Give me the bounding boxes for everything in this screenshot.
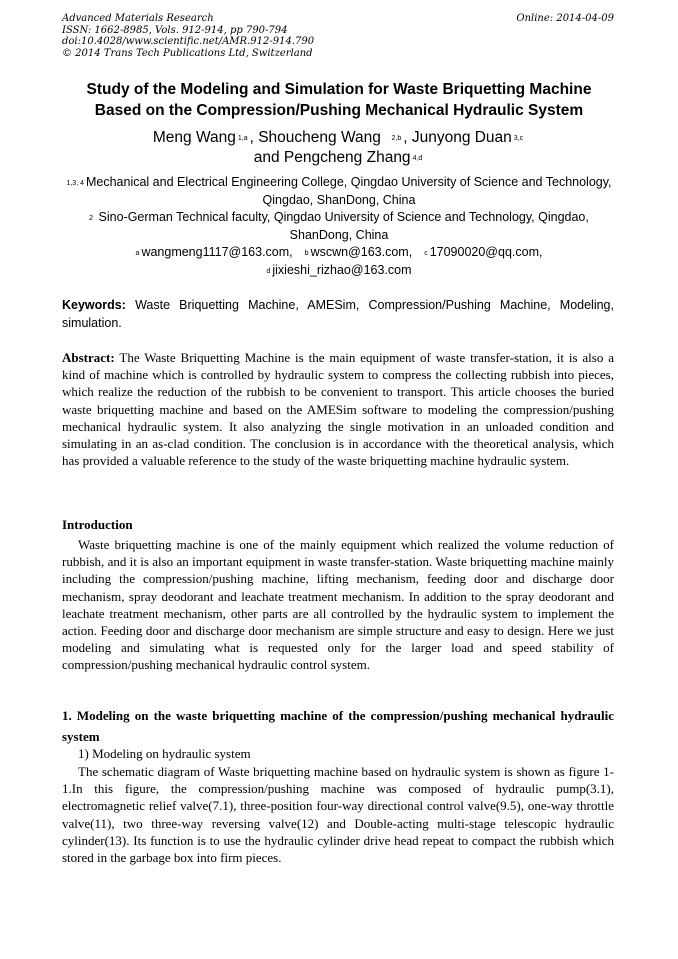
author-3: , Junyong Duan [403,129,512,146]
abstract-text: The Waste Briquetting Machine is the main equipment of waste transfer-station, it is also a kind of machine which is controlled by hydraulic system to compress the collecting rubbish into pieces, which realize the reduction of the rubbish to be convenient to transport. This article chooses the buried waste briquetting machine and based on the AMESim software to modeling the compression/pushing mechanical hydraulic system. It also analyzing the single motivation in an unloaded condition and simulating in an as-clad condition. The conclusion is in accordance with the theoretical analysis, which has provided a valuable reference to the study of the waste briquetting machine hydraulic system. [62,350,614,469]
email-a[interactable]: wangmeng1117@163.com, [141,245,293,259]
title-line-1: Study of the Modeling and Simulation for Waste Briquetting Machine [86,81,592,98]
abstract-label: Abstract: [62,350,115,365]
author-1-sup: 1,a [237,135,248,142]
affiliation-1-line-1: Mechanical and Electrical Engineering College, Qingdao University of Science and Technology, [85,175,612,189]
email-list [62,244,616,279]
email-c[interactable]: 17090020@qq.com, [429,245,543,259]
affiliation-1-line-2: Qingdao, ShanDong, China [262,192,416,207]
abstract-paragraph [62,349,614,469]
affiliation-1 [62,174,616,209]
section-1-heading: 1. Modeling on the waste briquetting machine of the compression/pushing mechanical hydraulic system [62,708,614,744]
online-date: Online: 2014-04-09 [516,13,614,24]
introduction-heading: Introduction [62,517,133,532]
keywords-label: Keywords: [62,298,126,312]
introduction-paragraph: Waste briquetting machine is one of the mainly equipment which realized the volume reduction of rubbish, and it is also an important equipment in waste transfer-station. Waste briquetting machine mainly including the compression/pushing machine, lifting mechanism, feeding door and discharge door mechanism, spray deodorant and leachate treatment mechanism. In addition to the spray deodorant and leachate treatment mechanism, other parts are all controlled by the hydraulic system to implement the action. Feeding door and discharge door mechanism are simple structure and easy to design. Here we just modeling and simulating what is requested only for the larger load and speed stability of compression/pushing mechanical hydraulic control system. [62,537,614,673]
keywords-paragraph [62,297,614,332]
author-2-sup: 2,b [391,135,402,142]
author-4: and Pengcheng Zhang [253,149,411,166]
email-d[interactable]: jixieshi_rizhao@163.com [272,262,412,277]
issn-line: ISSN: 1662-8985, Vols. 912-914, pp 790-794 [62,24,288,36]
affiliation-2-sup: 2 [89,215,94,222]
author-2: , Shoucheng Wang [249,129,381,146]
email-a-sup: a [135,250,140,257]
author-1: Meng Wang [152,129,236,146]
journal-name: Advanced Materials Research [62,13,214,24]
email-b-sup: b [304,250,309,257]
affiliation-2 [62,209,616,244]
author-4-sup: 4,d [412,155,423,162]
paper-title [62,80,616,121]
section-1-subheading: 1) Modeling on hydraulic system [78,746,251,761]
author-list [62,128,616,168]
doi-line: doi:10.4028/www.scientific.net/AMR.912-914.790 [62,36,315,47]
email-d-sup: d [266,267,271,275]
email-c-sup: c [424,250,428,257]
affiliation-2-line-2: ShanDong, China [289,227,389,242]
copyright-line: © 2014 Trans Tech Publications Ltd, Switzerland [62,47,313,59]
affiliation-2-line-1: Sino-German Technical faculty, Qingdao University of Science and Technology, Qingdao, [98,210,589,224]
title-line-2: Based on the Compression/Pushing Mechanical Hydraulic System [94,101,584,119]
affiliation-1-sup: 1,3, 4 [66,180,84,187]
journal-header [62,13,614,59]
keywords-text: Waste Briquetting Machine, AMESim, Compression/Pushing Machine, Modeling, simulation. [62,298,614,330]
email-b[interactable]: wscwn@163.com, [310,245,413,259]
section-1-paragraph: The schematic diagram of Waste briquetting machine based on hydraulic system is shown as figure 1-1.In this figure, the compression/pushing machine was composed of hydraulic pump(3.1), electromagnetic relief valve(7.1), three-position four-way directional control valve(9.5), one-way throttle valve(11), two three-way reversing valve(12) and Double-acting multi-stage telescopic hydraulic cylinder(13). Its function is to use the hydraulic cylinder drive head repeat to compact the rubbish which stored in the garbage box into firm pieces. [62,764,614,866]
author-3-sup: 3,c [513,135,524,142]
